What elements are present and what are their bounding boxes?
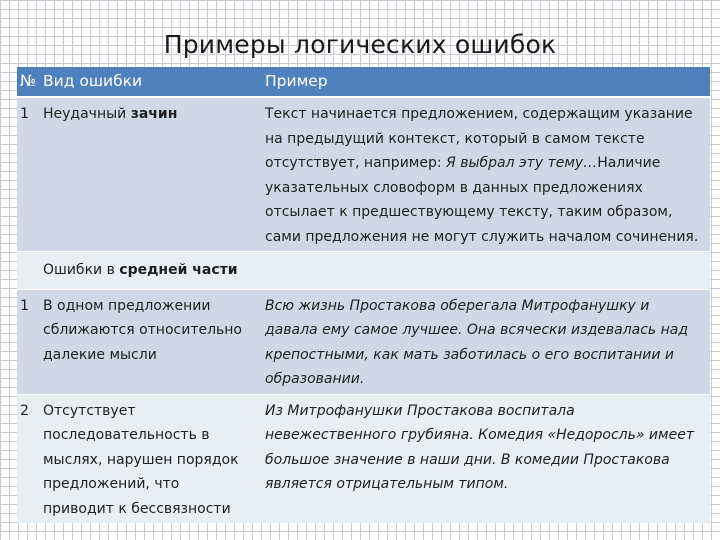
section-label-bold: средней части: [119, 262, 238, 278]
section-label-cell: [39, 252, 255, 290]
section-row: [17, 252, 710, 290]
row-number: 1: [17, 289, 39, 394]
table-header-row: [17, 67, 710, 97]
example-text: Текст начинается предложением, содержащим указание на предыдущий контекст, который в самом тексте отсутствует, например:: [265, 106, 693, 171]
row-number: 1: [17, 97, 39, 252]
error-type-bold: зачин: [130, 106, 178, 122]
header-number: №: [17, 67, 39, 97]
header-error-type: Вид ошибки: [39, 67, 255, 97]
error-type-cell: Отсутствует последовательность в мыслях, нарушен порядок предложений, что приводит к бессвязности: [39, 394, 255, 523]
logical-errors-table: [17, 67, 710, 523]
example-italic: Я выбрал эту тему…: [446, 155, 598, 171]
error-type-cell: [39, 97, 255, 252]
example-cell: Из Митрофанушки Простакова воспитала невежественного грубияна. Комедия «Недоросль» имеет большое значение в наши дни. В комедии Простакова является отрицательным типом.: [255, 394, 710, 523]
table-row: [17, 394, 710, 523]
section-label: Ошибки в: [43, 262, 120, 278]
table-row: [17, 289, 710, 394]
example-cell: Всю жизнь Простакова оберегала Митрофанушку и давала ему самое лучшее. Она всячески издевалась над крепостными, как мать заботилась о его воспитании и образовании.: [255, 289, 710, 394]
header-example: Пример: [255, 67, 710, 97]
row-number: 2: [17, 394, 39, 523]
slide-title: Примеры логических ошибок: [163, 30, 557, 59]
example-text-cont: Наличие указательных словоформ в данных предложениях отсылает к предшествующему тексту, таким образом, сами предложения не могут служить началом сочинения.: [265, 155, 699, 245]
table-row: [17, 97, 710, 252]
example-cell: [255, 97, 710, 252]
error-type-cell: В одном предложении сближаются относительно далекие мысли: [39, 289, 255, 394]
error-type-text: Неудачный: [43, 106, 131, 122]
